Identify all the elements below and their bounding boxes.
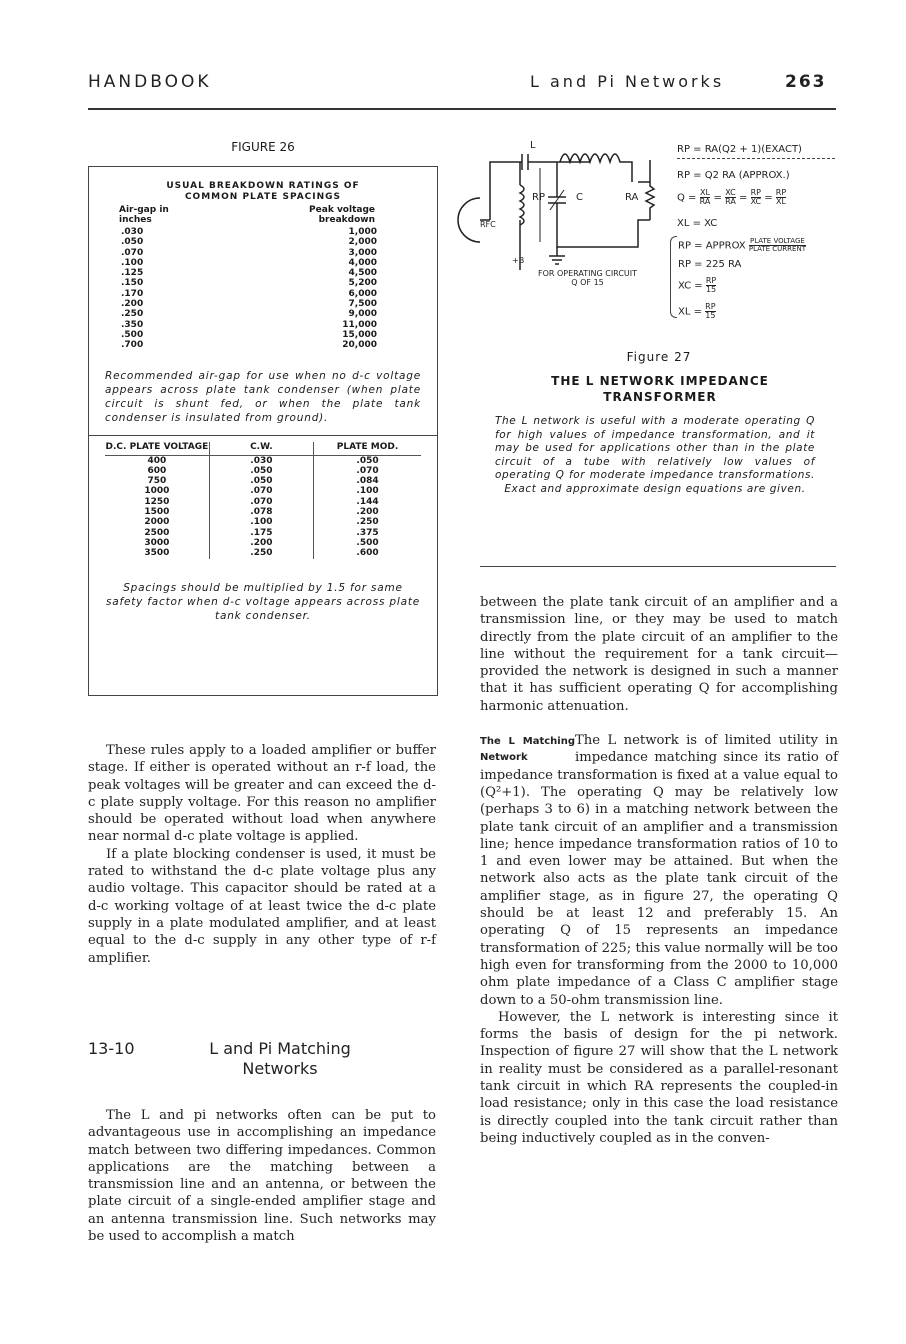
spacing-row (105, 476, 421, 486)
breakdown-row (89, 278, 437, 288)
breakdown-row (89, 309, 437, 319)
figure-26-box (88, 166, 438, 696)
d: 15 (705, 311, 716, 320)
l: XC = (678, 280, 703, 292)
right-column-text (480, 594, 838, 1147)
breakdown-row (89, 248, 437, 258)
cw-spacing: .050 (209, 466, 313, 476)
figure-26-caption: FIGURE 26 (231, 140, 295, 154)
eq-exact: RP = RA(Q2 + 1)(EXACT) (677, 144, 835, 159)
header-rule (88, 108, 836, 110)
air-gap-note: Recommended air-gap for use when no d-c voltage appears across plate tank condenser (when plate circuit is shunt fed, or when the plate tank condenser is insulated from ground). (105, 369, 421, 424)
air-gap: .100 (121, 257, 144, 268)
left-column-text (88, 742, 436, 967)
cw-spacing: .200 (209, 538, 313, 548)
breakdown-row (89, 340, 437, 350)
breakdown-row (89, 330, 437, 340)
divider (89, 435, 437, 436)
eq-xl (678, 303, 716, 320)
th-cw: C.W. (209, 442, 313, 456)
col-peak-voltage (309, 205, 375, 225)
blocking-capacitor (522, 154, 528, 170)
breakdown-row (89, 299, 437, 309)
side-head: The L Matching Network (480, 736, 575, 764)
h: Air-gap in (119, 205, 169, 215)
tube-symbol (458, 198, 480, 242)
spacing-row (105, 528, 421, 538)
air-gap: .070 (121, 247, 144, 258)
n: RP (750, 188, 761, 197)
plate-mod-spacing: .375 (356, 527, 379, 538)
peak-voltage: 11,000 (342, 319, 377, 330)
air-gap: .125 (121, 268, 144, 279)
dc-voltage: 1500 (144, 507, 170, 518)
breakdown-table-title (89, 181, 437, 203)
plate-mod-spacing: .500 (356, 537, 379, 548)
l: RP = APPROX (678, 240, 746, 252)
peak-voltage: 7,500 (348, 299, 377, 310)
breakdown-row (89, 227, 437, 237)
paragraph: However, the L network is interesting since it forms the basis of design for the pi network. Inspection of figure 27 will show that the L network in reality must be considered as a parallel-resonant tank circuit in which RA represents the coupled-in load resistance; only in this case the load resistance is directly coupled into the tank circuit rather than being inductively coupled as in the conven- (480, 1009, 838, 1146)
d: XL (776, 197, 786, 206)
d: RA (725, 197, 736, 206)
cw-spacing: .175 (209, 528, 313, 538)
air-gap: .350 (121, 319, 144, 330)
tank-capacitor (548, 160, 650, 247)
spacing-table (105, 442, 421, 559)
dc-voltage: 2000 (144, 517, 170, 528)
dc-voltage: 400 (147, 455, 167, 466)
load-resistor (646, 182, 654, 220)
air-gap: .050 (121, 237, 144, 248)
dc-voltage: 600 (147, 465, 167, 476)
air-gap: .030 (121, 227, 144, 237)
cw-spacing: .070 (209, 486, 313, 496)
h: inches (119, 215, 152, 225)
l: XL = (678, 306, 702, 318)
label-b-plus: +B (512, 256, 525, 265)
th-plate-mod: PLATE MOD. (314, 442, 421, 456)
cw-spacing: .250 (209, 548, 313, 558)
breakdown-row (89, 237, 437, 247)
l: FOR OPERATING CIRCUIT (538, 269, 638, 278)
spacing-row (105, 538, 421, 548)
dc-voltage: 1000 (144, 486, 170, 497)
label-operating-q (538, 269, 637, 287)
figure-27-title: THE L NETWORK IMPEDANCE TRANSFORMER (551, 374, 769, 404)
peak-voltage: 9,000 (348, 309, 377, 320)
peak-voltage: 1,000 (348, 227, 377, 237)
eq-q: Q = $\frac{XL}{RA}$ = $\frac{XC}{RA}$ = $\frac{RP}{XC}$ = $\frac{RP}{XL}$ (677, 188, 787, 206)
rfc-choke (520, 185, 524, 225)
paragraph: These rules apply to a loaded amplifier or buffer stage. If either is operated without an r-f load, the peak voltages will be greater and can exceed the d-c plate supply voltage. For this reason no amplifier should be operated without load when anywhere near normal d-c plate voltage is applied. (88, 743, 436, 845)
h: breakdown (318, 215, 375, 225)
d: PLATE CURRENT (748, 245, 806, 253)
label-rfc: RFC (480, 220, 496, 229)
spacing-row (105, 507, 421, 517)
n: RP (775, 188, 787, 197)
label-ra: RA (625, 192, 639, 203)
air-gap: .250 (121, 309, 144, 320)
dc-voltage: 3000 (144, 537, 170, 548)
air-gap: .200 (121, 299, 144, 310)
spacing-row (105, 455, 421, 466)
eq-rp-225: RP = 225 RA (678, 259, 742, 270)
dc-voltage: 3500 (144, 548, 170, 559)
breakdown-row (89, 289, 437, 299)
dc-voltage: 750 (147, 476, 167, 487)
h: Peak voltage (309, 205, 375, 215)
n: XL (700, 188, 710, 197)
air-gap: .500 (121, 329, 144, 340)
breakdown-row (89, 320, 437, 330)
l: Q OF 15 (571, 278, 604, 287)
spacing-row (105, 517, 421, 527)
spacing-row (105, 497, 421, 507)
peak-voltage: 4,000 (348, 257, 377, 268)
n: PLATE VOLTAGE (750, 237, 805, 245)
peak-voltage: 2,000 (348, 237, 377, 248)
breakdown-table-rows (89, 227, 437, 351)
plate-mod-spacing: .144 (356, 496, 379, 507)
plate-mod-spacing: .070 (356, 465, 379, 476)
section-number: 13-10 (88, 1039, 135, 1058)
title-line: COMMON PLATE SPACINGS (184, 192, 342, 202)
n: RP (705, 302, 716, 311)
f (700, 189, 711, 206)
paragraph: between the plate tank circuit of an amplifier and a transmission line, or they may be used to match directly from the plate circuit of an amplifier to the line without the requirement for a tank circuit—provided the network is designed in such a manner that it has sufficient operating Q for accomplishing harmonic attenuation. (480, 595, 838, 714)
air-gap: .170 (121, 288, 144, 299)
peak-voltage: 6,000 (348, 288, 377, 299)
peak-voltage: 3,000 (348, 247, 377, 258)
col-airgap (119, 205, 169, 225)
spacing-row (105, 486, 421, 496)
q: Q = (677, 192, 697, 204)
d: RA (699, 197, 711, 206)
peak-voltage: 4,500 (348, 268, 377, 279)
eq-xl-xc: XL = XC (677, 218, 718, 229)
figure-27-description: The L network is useful with a moderate operating Q for high values of impedance transformation, and it may be used for applications other than in the plate circuit of a tube with relatively low values of operating Q for moderate impedance transformations. Exact and approximate design equations are given. (495, 415, 815, 495)
cw-spacing: .050 (209, 476, 313, 486)
figure-27-rule (480, 566, 836, 567)
peak-voltage: 20,000 (342, 340, 377, 351)
plate-mod-spacing: .250 (356, 517, 379, 528)
plate-mod-spacing: .600 (356, 548, 379, 559)
air-gap: .700 (121, 340, 144, 351)
spacing-note: Spacings should be multiplied by 1.5 for same safety factor when d-c voltage appears across plate tank condenser. (105, 581, 421, 622)
breakdown-row (89, 258, 437, 268)
cw-spacing: .078 (209, 507, 313, 517)
eq-xc (678, 277, 716, 294)
cw-spacing: .030 (209, 455, 313, 466)
air-gap: .150 (121, 278, 144, 289)
plate-mod-spacing: .100 (356, 486, 379, 497)
label-c: C (576, 192, 583, 203)
inductor-l (560, 154, 632, 182)
spacing-row (105, 548, 421, 558)
d: 15 (705, 285, 717, 294)
label-l: L (530, 140, 536, 151)
left-column-text-2 (88, 1107, 436, 1245)
th-dc-voltage: D.C. PLATE VOLTAGE (105, 442, 209, 456)
eq-rp-approx (678, 238, 806, 253)
brace (670, 236, 677, 318)
paragraph: The L network is of limited utility in impedance matching since its ratio of impedance transformation is fixed at a value equal to (Q²+1). The operating Q may be relatively low (perhaps 3 to 6) in a matching network between the plate tank circuit of an amplifier and a transmission line; hence impedance transformation ratios of 10 to 1 and even lower may be attained. But when the network also acts as the plate tank circuit of the amplifier stage, as in figure 27, the operating Q should be at least 12 and preferably 15. An operating Q of 15 represents an impedance transformation of 225; this value normally will be too high even for transforming from the 2000 to 10,000 ohm plate impedance of a Class C amplifier stage down to a 50-ohm transmission line. (480, 733, 838, 1008)
n: XC (725, 188, 736, 197)
plate-mod-spacing: .200 (356, 507, 379, 518)
page-number: 263 (785, 72, 827, 92)
running-header-title: L and Pi Networks (530, 72, 725, 91)
section-title: L and Pi Matching Networks (209, 1039, 351, 1078)
label-rp: RP (532, 192, 545, 203)
cw-spacing: .100 (209, 517, 313, 527)
dc-voltage: 1250 (144, 496, 170, 507)
plate-mod-spacing: .050 (356, 455, 379, 466)
cw-spacing: .070 (209, 497, 313, 507)
peak-voltage: 5,200 (348, 278, 377, 289)
figure-27-caption: Figure 27 (626, 350, 692, 364)
n: RP (705, 276, 717, 285)
spacing-row (105, 466, 421, 476)
plate-mod-spacing: .084 (356, 476, 379, 487)
dc-voltage: 2500 (144, 527, 170, 538)
ground (549, 247, 565, 264)
running-header-left: HANDBOOK (88, 72, 212, 92)
title-line: USUAL BREAKDOWN RATINGS OF (166, 181, 360, 191)
breakdown-table-header (89, 203, 437, 227)
d: XC (750, 197, 762, 206)
breakdown-row (89, 268, 437, 278)
eq-approx: RP = Q2 RA (APPROX.) (677, 170, 790, 181)
paragraph: If a plate blocking condenser is used, it must be rated to withstand the d-c plate voltage plus any audio voltage. This capacitor should be rated at a d-c working voltage of at least twice the d-c plate supply in a plate modulated amplifier, and at least equal to the d-c supply in any other type of r-f amplifier. (88, 846, 436, 966)
peak-voltage: 15,000 (342, 329, 377, 340)
paragraph: The L and pi networks often can be put to advantageous use in accomplishing an impedance match between two differing impedances. Common applications are the matching between a transmission line and an antenna, or between the plate circuit of a single-ended amplifier stage and an antenna transmission line. Such networks may be used to accomplish a match (88, 1108, 436, 1245)
